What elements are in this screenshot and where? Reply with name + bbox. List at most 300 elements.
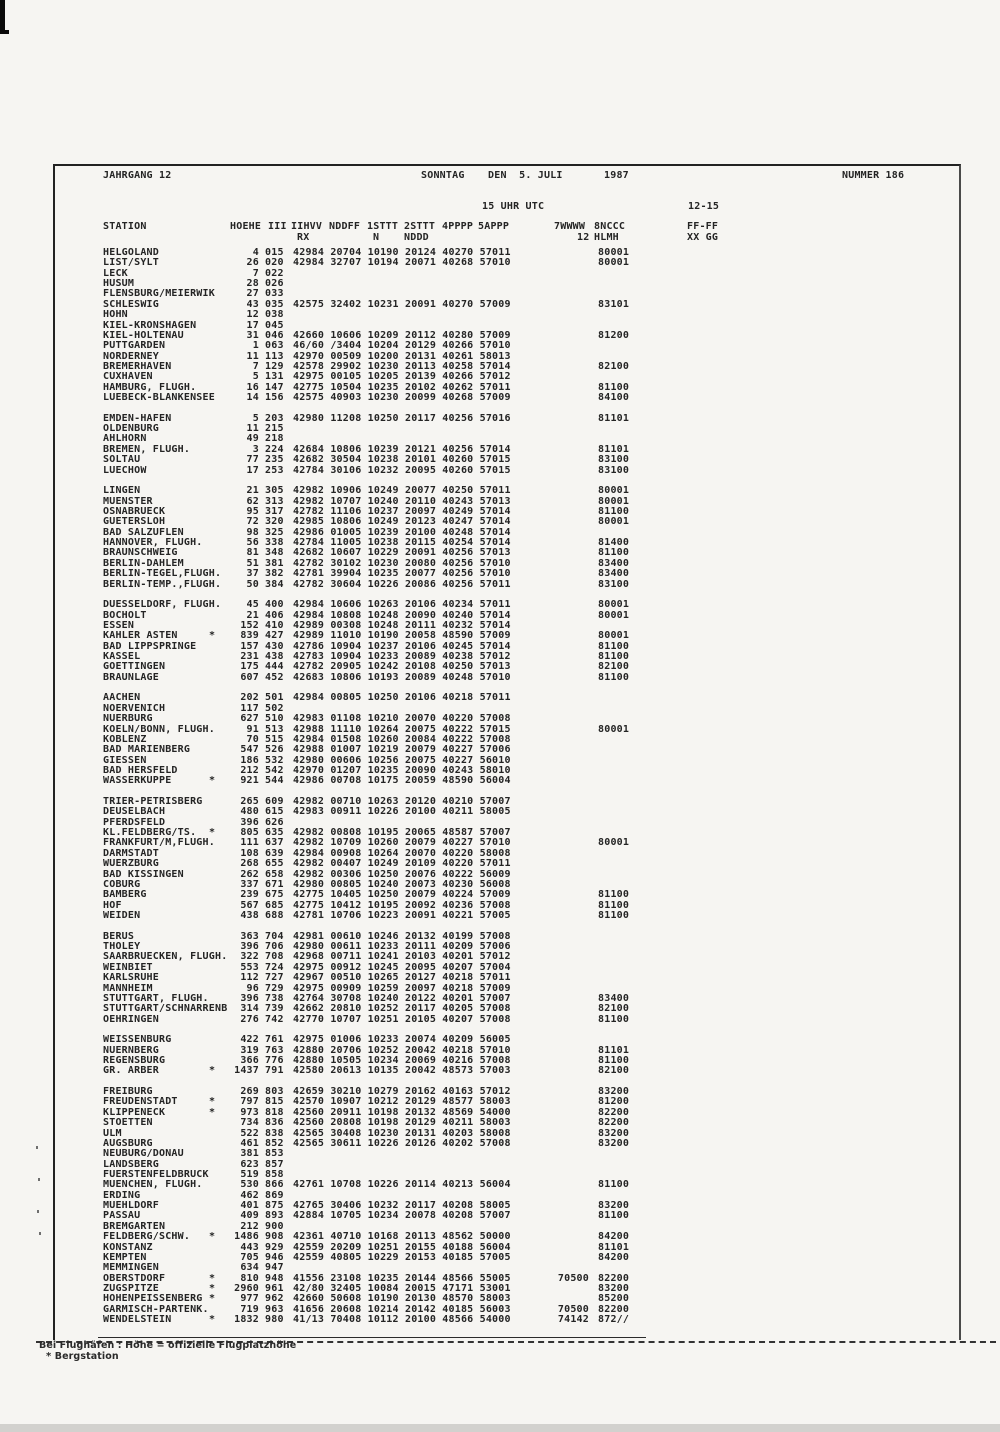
- observation-groups: 42361 40710 10168 20113 48562 50000: [293, 1231, 511, 1243]
- station-name: ERDING: [103, 1189, 141, 1201]
- station-number: 635: [265, 827, 284, 839]
- observation-groups: 42989 00308 10248 20111 40232 57014: [293, 619, 511, 631]
- station-name: ULM: [103, 1127, 122, 1139]
- table-row: [0, 454, 1000, 464]
- station-number: 022: [265, 267, 284, 279]
- station-number: 803: [265, 1086, 284, 1098]
- observation-time-label: 15 UHR UTC: [482, 201, 545, 212]
- station-height: 366: [240, 1055, 259, 1067]
- station-number: 980: [265, 1314, 284, 1326]
- station-name: KAHLER ASTEN: [103, 630, 178, 642]
- station-height: 522: [240, 1127, 259, 1139]
- observation-groups: 42575 32402 10231 20091 40270 57009: [293, 298, 511, 310]
- table-row: [0, 703, 1000, 713]
- observation-groups: 42980 00805 10240 20073 40230 56008: [293, 878, 511, 890]
- station-name: KIEL-HOLTENAU: [103, 329, 184, 341]
- observation-groups: 42982 10707 10240 20110 40243 57013: [293, 495, 511, 507]
- station-number: 818: [265, 1106, 284, 1118]
- station-height: 627: [240, 713, 259, 725]
- group-8nccc: 82200: [598, 1272, 630, 1284]
- col-header-1sttt: 1STTT: [367, 221, 399, 232]
- station-height: 839: [240, 630, 259, 642]
- station-height: 11: [246, 423, 259, 435]
- observation-groups: 46/60 /3404 10204 20129 40266 57010: [293, 340, 511, 352]
- table-row: [0, 1252, 1000, 1262]
- station-number: 791: [265, 1065, 284, 1077]
- station-name: WUERZBURG: [103, 858, 159, 870]
- bergstation-marker: *: [209, 775, 216, 787]
- bergstation-marker: *: [209, 1282, 216, 1294]
- station-name: FREUDENSTADT: [103, 1096, 178, 1108]
- station-name: HAMBURG, FLUGH.: [103, 381, 197, 393]
- table-row: [0, 796, 1000, 806]
- station-name: LINGEN: [103, 485, 141, 497]
- station-height: 734: [240, 1117, 259, 1129]
- station-name: BREMEN, FLUGH.: [103, 443, 191, 455]
- observation-groups: 42786 10904 10237 20106 40245 57014: [293, 640, 511, 652]
- station-number: 156: [265, 392, 284, 404]
- observation-groups: 42984 00908 10264 20070 40220 58008: [293, 847, 511, 859]
- bergstation-marker: *: [209, 827, 216, 839]
- col-header-8nccc: 8NCCC: [594, 221, 626, 232]
- station-height: 480: [240, 806, 259, 818]
- station-height: 2960: [234, 1282, 259, 1294]
- group-8nccc: 81400: [598, 537, 630, 549]
- station-name: LUECHOW: [103, 464, 147, 476]
- station-height: 7: [252, 360, 259, 372]
- station-height: 49: [246, 433, 259, 445]
- table-row: [0, 299, 1000, 309]
- station-name: BOCHOLT: [103, 609, 147, 621]
- station-number: 869: [265, 1189, 284, 1201]
- observation-groups: 42975 01006 10233 20074 40209 56005: [293, 1034, 511, 1046]
- group-8nccc: 81100: [598, 640, 630, 652]
- station-number: 320: [265, 516, 284, 528]
- group-8nccc: 80001: [598, 516, 630, 528]
- bergstation-marker: *: [209, 630, 216, 642]
- station-number: 020: [265, 257, 284, 269]
- station-number: 544: [265, 775, 284, 787]
- observation-groups: 42986 00708 10175 20059 48590 56004: [293, 775, 511, 787]
- group-8nccc: 80001: [598, 609, 630, 621]
- station-height: 973: [240, 1106, 259, 1118]
- group-7wwww: 70500: [557, 1303, 589, 1315]
- observation-groups: 42982 00407 10249 20109 40220 57011: [293, 858, 511, 870]
- observation-groups: 42968 00711 10241 20103 40201 57012: [293, 951, 511, 963]
- observation-groups: 42/80 32405 10084 20015 47171 53001: [293, 1282, 511, 1294]
- group-8nccc: 80001: [598, 495, 630, 507]
- station-name: MEMMINGEN: [103, 1262, 159, 1274]
- table-row: [0, 1169, 1000, 1179]
- station-name: WEIDEN: [103, 910, 141, 921]
- station-height: 314: [240, 1003, 259, 1015]
- group-8nccc: 81101: [598, 1044, 630, 1056]
- bergstation-marker: *: [209, 1231, 216, 1243]
- station-height: 4: [252, 247, 259, 258]
- station-height: 396: [240, 992, 259, 1004]
- table-row: [0, 661, 1000, 671]
- station-height: 11: [246, 350, 259, 362]
- table-row: [0, 879, 1000, 889]
- station-number: 763: [265, 1044, 284, 1056]
- group-8nccc: 82200: [598, 1303, 630, 1315]
- table-row: [0, 889, 1000, 899]
- group-8nccc: 83100: [598, 454, 630, 466]
- station-number: 948: [265, 1272, 284, 1284]
- table-row: [0, 1107, 1000, 1117]
- bergstation-marker: *: [46, 1351, 52, 1362]
- station-height: 567: [240, 899, 259, 911]
- station-name: REGENSBURG: [103, 1055, 166, 1067]
- table-row: [0, 962, 1000, 972]
- observation-groups: 42984 01508 10260 20084 40222 57008: [293, 733, 511, 745]
- station-number: 675: [265, 889, 284, 901]
- station-height: 50: [246, 578, 259, 590]
- observation-groups: 42970 01207 10235 20090 40243 58010: [293, 764, 511, 776]
- station-name: PUTTGARDEN: [103, 340, 166, 352]
- observation-groups: 42659 30210 10279 20162 40163 57012: [293, 1086, 511, 1098]
- station-height: 1: [252, 340, 259, 352]
- table-row: [0, 951, 1000, 961]
- station-number: 900: [265, 1220, 284, 1232]
- table-row: [0, 651, 1000, 661]
- station-name: KLIPPENECK: [103, 1106, 166, 1118]
- station-number: 526: [265, 744, 284, 756]
- station-height: 634: [240, 1262, 259, 1274]
- observation-groups: 42884 10705 10234 20078 40208 57007: [293, 1210, 511, 1222]
- group-8nccc: 81100: [598, 1179, 630, 1191]
- table-row: [0, 1086, 1000, 1096]
- observation-groups: 42784 11005 10238 20115 40254 57014: [293, 537, 511, 549]
- station-number: 444: [265, 661, 284, 673]
- table-row: [0, 983, 1000, 993]
- station-name: KASSEL: [103, 651, 141, 663]
- group-8nccc: 81101: [598, 412, 630, 424]
- table-row: [0, 485, 1000, 495]
- station-height: 401: [240, 1200, 259, 1212]
- station-number: 866: [265, 1179, 284, 1191]
- table-row: [0, 558, 1000, 568]
- station-height: 269: [240, 1086, 259, 1098]
- group-8nccc: 82200: [598, 1106, 630, 1118]
- observation-groups: 42782 30102 10230 20080 40256 57010: [293, 557, 511, 569]
- observation-groups: 42880 10505 10234 20069 40216 57008: [293, 1055, 511, 1067]
- station-height: 21: [246, 609, 259, 621]
- station-number: 962: [265, 1293, 284, 1305]
- station-name: WEINBIET: [103, 961, 153, 973]
- last-row-underline: [98, 1337, 646, 1338]
- observation-groups: 42784 30106 10232 20095 40260 57015: [293, 464, 511, 476]
- station-number: 035: [265, 298, 284, 310]
- group-8nccc: 83400: [598, 557, 630, 569]
- col-header-hoehe: HOEHE: [230, 221, 262, 232]
- station-number: 739: [265, 1003, 284, 1015]
- observation-groups: 42559 40805 10229 20153 40185 57005: [293, 1251, 511, 1263]
- table-row: [0, 931, 1000, 941]
- station-name: KOELN/BONN, FLUGH.: [103, 723, 215, 735]
- station-number: 836: [265, 1117, 284, 1129]
- bergstation-marker: *: [209, 1106, 216, 1118]
- observation-groups: 42988 01007 10219 20079 40227 57006: [293, 744, 511, 756]
- station-number: 253: [265, 464, 284, 476]
- observation-groups: 42986 01005 10239 20100 40248 57014: [293, 526, 511, 538]
- station-height: 396: [240, 816, 259, 828]
- observation-groups: 42983 01108 10210 20070 40220 57008: [293, 713, 511, 725]
- col-subheader-rx: RX: [297, 231, 310, 243]
- station-height: 319: [240, 1044, 259, 1056]
- station-name: KARLSRUHE: [103, 972, 159, 984]
- table-row: [0, 869, 1000, 879]
- observation-groups: 42565 30611 10226 20126 40202 57008: [293, 1137, 511, 1149]
- station-name: FREIBURG: [103, 1086, 153, 1098]
- table-row: [0, 734, 1000, 744]
- station-name: LANDSBERG: [103, 1158, 159, 1170]
- group-8nccc: 83100: [598, 464, 630, 476]
- station-height: 268: [240, 858, 259, 870]
- table-row: [0, 433, 1000, 443]
- station-height: 607: [240, 671, 259, 683]
- station-height: 157: [240, 640, 259, 652]
- group-7wwww: 70500: [557, 1272, 589, 1284]
- table-row: [0, 1138, 1000, 1148]
- table-row: [0, 1314, 1000, 1324]
- station-height: 5: [252, 371, 259, 383]
- group-8nccc: 80001: [598, 599, 630, 611]
- table-row: [0, 351, 1000, 361]
- group-8nccc: 83400: [598, 992, 630, 1004]
- station-name: STOETTEN: [103, 1117, 153, 1129]
- table-row: [0, 547, 1000, 557]
- station-height: 26: [246, 257, 259, 269]
- observation-groups: 42984 10606 10263 20106 40234 57011: [293, 599, 511, 611]
- station-height: 117: [240, 702, 259, 714]
- station-number: 708: [265, 951, 284, 963]
- table-row: [0, 268, 1000, 278]
- group-8nccc: 83200: [598, 1282, 630, 1294]
- station-height: 239: [240, 889, 259, 901]
- observation-groups: 42770 10707 10251 20105 40207 57008: [293, 1013, 511, 1025]
- period-label: 12-15: [688, 201, 720, 212]
- bergstation-marker: *: [209, 1314, 216, 1326]
- observation-groups: 42565 30408 10230 20131 40203 58008: [293, 1127, 511, 1139]
- observation-groups: 42782 11106 10237 20097 40249 57014: [293, 505, 511, 517]
- station-number: 430: [265, 640, 284, 652]
- station-number: 729: [265, 982, 284, 994]
- station-height: 1437: [234, 1065, 259, 1077]
- table-gap: [0, 1024, 1000, 1034]
- table-row: [0, 1148, 1000, 1158]
- station-name: STUTTGART, FLUGH.: [103, 992, 209, 1004]
- station-number: 452: [265, 671, 284, 683]
- group-8nccc: 83100: [598, 578, 630, 590]
- bergstation-note: [46, 1351, 119, 1362]
- station-height: 519: [240, 1168, 259, 1180]
- station-name: PASSAU: [103, 1210, 141, 1222]
- station-name: HOHENPEISSENBERG: [103, 1293, 203, 1305]
- station-number: 706: [265, 941, 284, 953]
- table-row: [0, 423, 1000, 433]
- station-number: 224: [265, 443, 284, 455]
- group-8nccc: 80001: [598, 485, 630, 497]
- station-height: 705: [240, 1251, 259, 1263]
- station-name: NUERBURG: [103, 713, 153, 725]
- table-row: [0, 340, 1000, 350]
- group-8nccc: 81100: [598, 671, 630, 683]
- station-height: 77: [246, 454, 259, 466]
- table-row: [0, 1014, 1000, 1024]
- station-height: 322: [240, 951, 259, 963]
- table-row: [0, 1065, 1000, 1075]
- observation-groups: 42783 10904 10233 20089 40238 57012: [293, 651, 511, 663]
- station-height: 231: [240, 651, 259, 663]
- table-row: [0, 465, 1000, 475]
- station-name: MANNHEIM: [103, 982, 153, 994]
- station-number: 045: [265, 319, 284, 331]
- station-name: OLDENBURG: [103, 423, 159, 435]
- station-number: 852: [265, 1137, 284, 1149]
- table-row: [0, 257, 1000, 267]
- station-name: MUENCHEN, FLUGH.: [103, 1179, 203, 1191]
- observation-groups: 42682 10607 10229 20091 40256 57013: [293, 547, 511, 559]
- station-number: 384: [265, 578, 284, 590]
- station-name: PFERDSFELD: [103, 816, 166, 828]
- station-number: 502: [265, 702, 284, 714]
- table-row: [0, 713, 1000, 723]
- station-height: 81: [246, 547, 259, 559]
- table-row: [0, 724, 1000, 734]
- table-row: [0, 516, 1000, 526]
- table-row: [0, 1179, 1000, 1189]
- station-number: 655: [265, 858, 284, 870]
- group-8nccc: 81100: [598, 1210, 630, 1222]
- group-8nccc: 80001: [598, 247, 630, 258]
- table-row: [0, 278, 1000, 288]
- table-row: [0, 1200, 1000, 1210]
- station-height: 31: [246, 329, 259, 341]
- observation-groups: 42975 00912 10245 20095 40207 57004: [293, 961, 511, 973]
- station-height: 797: [240, 1096, 259, 1108]
- observation-groups: 42580 20613 10135 20042 48573 57003: [293, 1065, 511, 1077]
- station-height: 461: [240, 1137, 259, 1149]
- station-height: 17: [246, 319, 259, 331]
- table-row: [0, 579, 1000, 589]
- station-name: KONSTANZ: [103, 1241, 153, 1253]
- station-height: 95: [246, 505, 259, 517]
- station-height: 56: [246, 537, 259, 549]
- station-number: 215: [265, 423, 284, 435]
- table-row: [0, 1242, 1000, 1252]
- station-name: BAD SALZUFLEN: [103, 526, 184, 538]
- station-name: NORDERNEY: [103, 350, 159, 362]
- station-height: 921: [240, 775, 259, 787]
- station-number: 639: [265, 847, 284, 859]
- table-row: [0, 1096, 1000, 1106]
- station-number: 727: [265, 972, 284, 984]
- observation-groups: 42684 10806 10239 20121 40256 57014: [293, 443, 511, 455]
- station-name: DEUSELBACH: [103, 806, 166, 818]
- table-row: [0, 1190, 1000, 1200]
- station-number: 853: [265, 1148, 284, 1160]
- table-row: [0, 1128, 1000, 1138]
- group-8nccc: 82100: [598, 1065, 630, 1077]
- station-name: AHLHORN: [103, 433, 147, 445]
- station-height: 175: [240, 661, 259, 673]
- station-height: 1486: [234, 1231, 259, 1243]
- station-height: 262: [240, 868, 259, 880]
- station-height: 43: [246, 298, 259, 310]
- table-row: [0, 848, 1000, 858]
- table-row: [0, 1283, 1000, 1293]
- observation-groups: 42983 00911 10226 20100 40211 58005: [293, 806, 511, 818]
- table-row: [0, 641, 1000, 651]
- table-row: [0, 1210, 1000, 1220]
- station-number: 658: [265, 868, 284, 880]
- station-name: GARMISCH-PARTENK.: [103, 1303, 209, 1315]
- observation-groups: 42989 11010 10190 20058 48590 57009: [293, 630, 511, 642]
- group-8nccc: 81100: [598, 651, 630, 663]
- station-height: 28: [246, 278, 259, 290]
- station-name: STUTTGART/SCHNARRENB: [103, 1003, 228, 1015]
- observation-groups: 42570 10907 10212 20129 48577 58003: [293, 1096, 511, 1108]
- col-header-2sttt: 2STTT: [404, 221, 436, 232]
- station-number: 305: [265, 485, 284, 497]
- observation-groups: 42578 29902 10230 20113 40258 57014: [293, 360, 511, 372]
- station-number: 313: [265, 495, 284, 507]
- observation-groups: 42775 10405 10250 20079 40224 57009: [293, 889, 511, 901]
- station-height: 112: [240, 972, 259, 984]
- observation-groups: 41/13 70408 10112 20100 48566 54000: [293, 1314, 511, 1326]
- bergstation-marker: *: [209, 1293, 216, 1305]
- station-height: 462: [240, 1189, 259, 1201]
- table-gap: [0, 589, 1000, 599]
- col-subheader-12: 12: [577, 231, 590, 243]
- group-8nccc: 81100: [598, 910, 630, 921]
- station-height: 16: [246, 381, 259, 393]
- observation-groups: 42982 10709 10260 20079 40227 57010: [293, 837, 511, 849]
- table-row: [0, 910, 1000, 920]
- observation-groups: 41656 20608 10214 20142 40185 56003: [293, 1303, 511, 1315]
- observation-groups: 42880 20706 10252 20042 40218 57010: [293, 1044, 511, 1056]
- date-label: DEN 5. JULI: [488, 170, 563, 181]
- station-name: SCHLESWIG: [103, 298, 159, 310]
- station-name: ESSEN: [103, 619, 135, 631]
- station-table: [0, 247, 1000, 1324]
- station-number: 501: [265, 692, 284, 704]
- table-row: [0, 1273, 1000, 1283]
- station-name: KOBLENZ: [103, 733, 147, 745]
- station-height: 396: [240, 941, 259, 953]
- station-name: MUEHLDORF: [103, 1200, 159, 1212]
- station-name: BAMBERG: [103, 889, 147, 901]
- station-height: 17: [246, 464, 259, 476]
- station-height: 70: [246, 733, 259, 745]
- col-header-7wwww: 7WWWW: [554, 221, 586, 232]
- station-name: OBERSTDORF: [103, 1272, 166, 1284]
- scan-bottom-edge: [0, 1424, 1000, 1432]
- group-8nccc: 81200: [598, 329, 630, 341]
- station-number: 046: [265, 329, 284, 341]
- observation-groups: 42781 39904 10235 20077 40256 57010: [293, 568, 511, 580]
- observation-groups: 42764 30708 10240 20122 40201 57007: [293, 992, 511, 1004]
- station-height: 265: [240, 796, 259, 808]
- table-row: [0, 371, 1000, 381]
- group-8nccc: 82100: [598, 1003, 630, 1015]
- observation-groups: 42982 00808 10195 20065 48587 57007: [293, 827, 511, 839]
- group-8nccc: 81100: [598, 1055, 630, 1067]
- table-row: [0, 330, 1000, 340]
- table-row: [0, 392, 1000, 402]
- table-gap: [0, 402, 1000, 412]
